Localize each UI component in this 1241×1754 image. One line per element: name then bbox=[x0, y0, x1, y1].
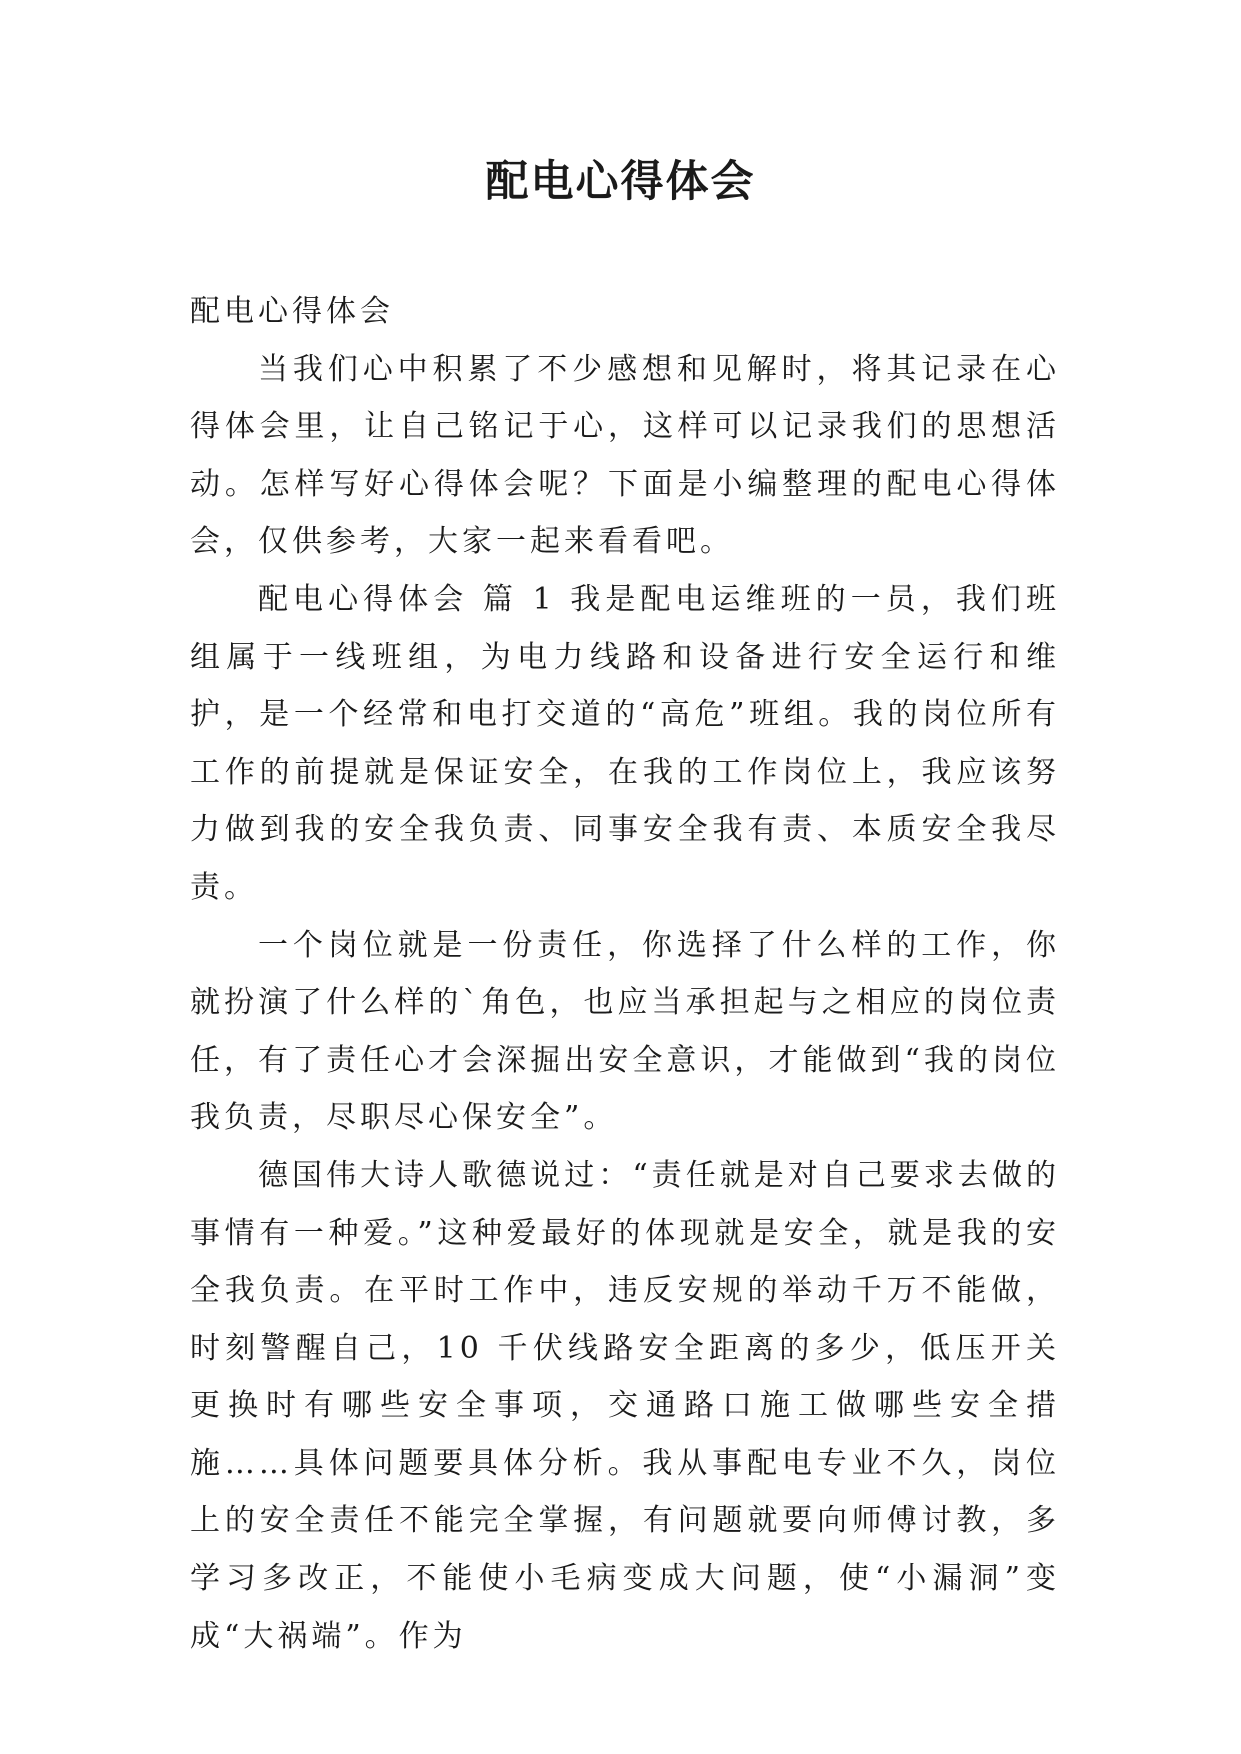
paragraph-goethe-quote: 德国伟大诗人歌德说过：“责任就是对自己要求去做的事情有一种爱。”这种爱最好的体现就是安全，就是我的安全我负责。在平时工作中，违反安规的举动千万不能做，时刻警醒自己，10 千伏线路安全距离的多少，低压开关更换时有哪些安全事项，交通路口施工做哪些安全措施……具体问题要具体分析。我从事配电专业不久，岗位上的安全责任不能完全掌握，有问题就要向师傅讨教，多学习多改正，不能使小毛病变成大问题，使“小漏洞”变成“大祸端”。作为 bbox=[190, 1157, 1060, 1654]
document-subtitle: 配电心得体会 bbox=[190, 294, 394, 329]
paragraph-section-1: 配电心得体会 篇 1 我是配电运维班的一员，我们班组属于一线班组，为电力线路和设备进行安全运行和维护，是一个经常和电打交道的“高危”班组。我的岗位所有工作的前提就是保证安全，在我的工作岗位上，我应该努力做到我的安全我负责、同事安全我有责、本质安全我尽责。 bbox=[190, 581, 1060, 905]
document-body bbox=[190, 283, 1060, 1665]
paragraph-responsibility: 一个岗位就是一份责任，你选择了什么样的工作，你就扮演了什么样的`角色，也应当承担起与之相应的岗位责任，有了责任心才会深掘出安全意识，才能做到“我的岗位我负责，尽职尽心保安全”。 bbox=[190, 927, 1060, 1136]
document-title: 配电心得体会 bbox=[485, 157, 756, 207]
paragraph-intro: 当我们心中积累了不少感想和见解时，将其记录在心得体会里，让自己铭记于心，这样可以记录我们的思想活动。怎样写好心得体会呢？下面是小编整理的配电心得体会，仅供参考，大家一起来看看吧。 bbox=[190, 351, 1060, 560]
